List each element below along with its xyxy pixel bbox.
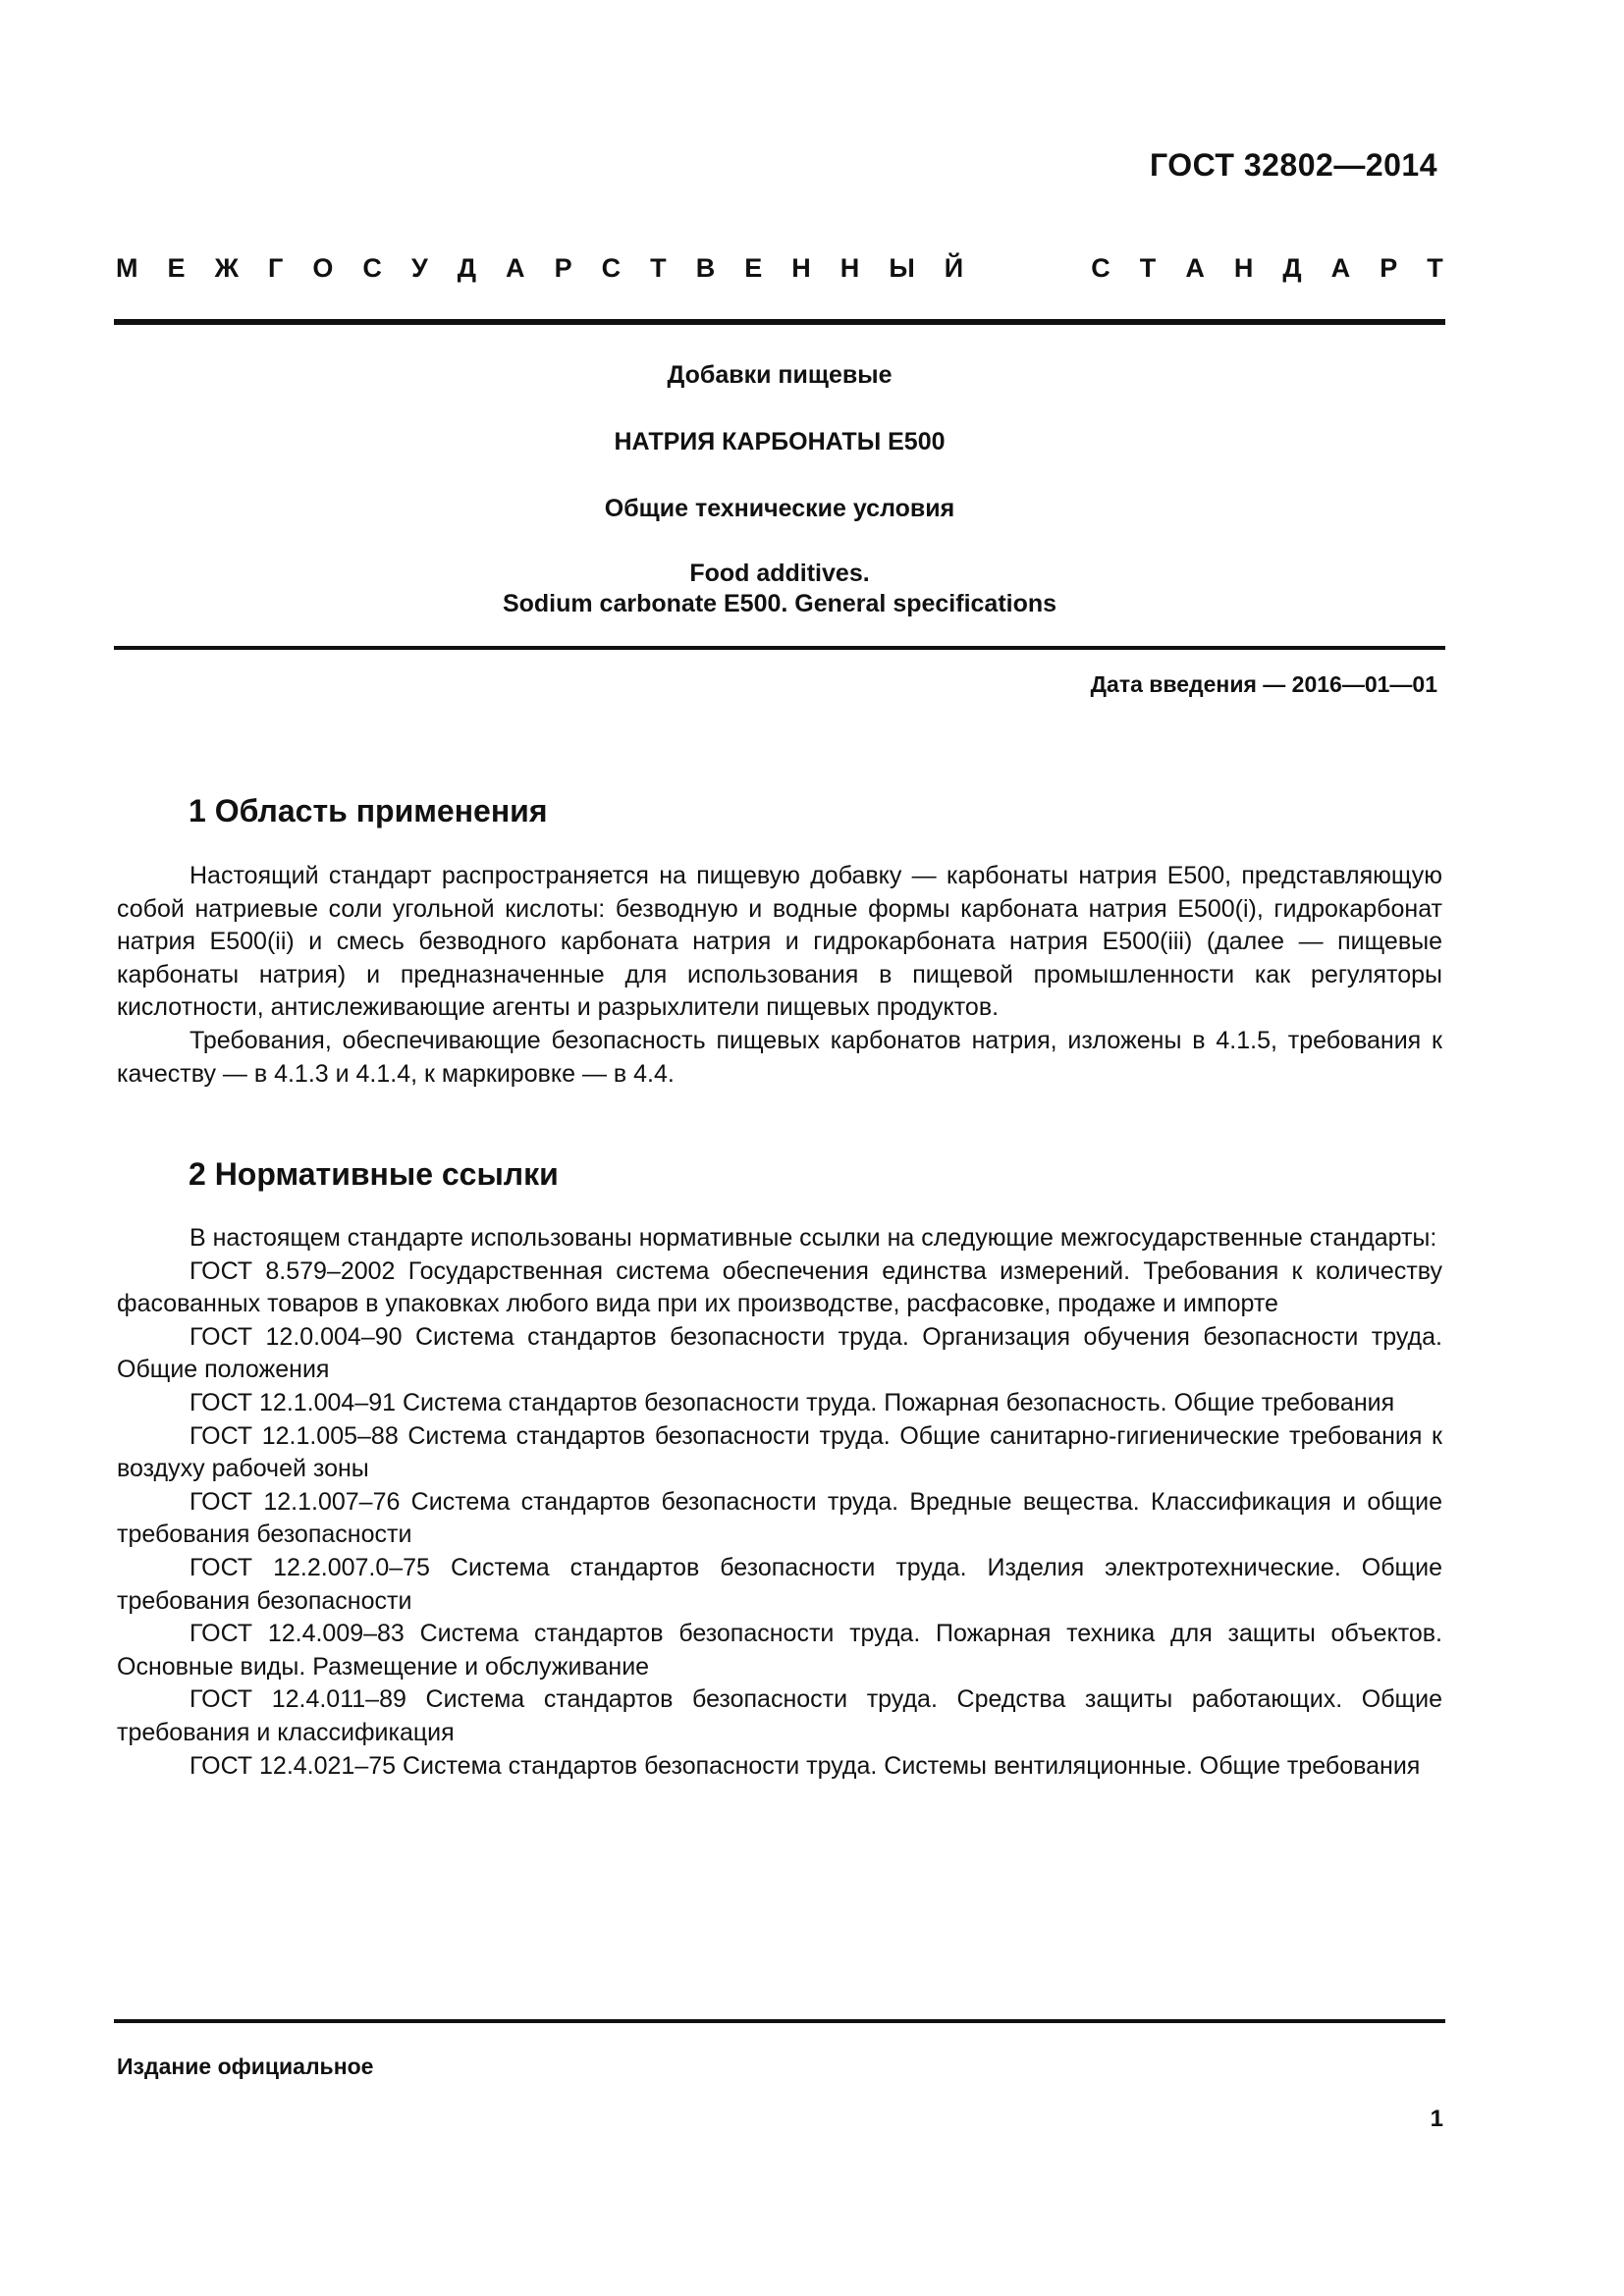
title-divider (114, 646, 1445, 650)
banner-letter: Н (1233, 253, 1254, 283)
top-divider (114, 319, 1445, 325)
section-1-paragraph: Требования, обеспечивающие безопасность пищевых карбонатов натрия, изложены в 4.1.5, требования к качеству — в 4.1.3 и 4.1.4, к маркировке — в 4.4. (117, 1026, 1442, 1088)
standard-subtitle: Общие технические условия (604, 495, 955, 522)
section-1-paragraph: Настоящий стандарт распространяется на пищевую добавку — карбонаты натрия Е500, представляющую собой натриевые соли угольной кислоты: безводную и водные формы карбоната натрия Е500(i), гидрокарбонат натрия Е500(ii) и смесь безводного карбоната натрия и гидрокарбоната натрия Е500(iii) (далее — пищевые карбонаты натрия) и предназначенные для использования в пищевой промышленности как регуляторы кислотности, антислеживающие агенты и разрыхлители пищевых продуктов. (117, 862, 1442, 1022)
reference-item: ГОСТ 12.4.011–89 Система стандартов безопасности труда. Средства защиты работающих. Общие требования и классификация (117, 1685, 1442, 1746)
reference-item: ГОСТ 8.579–2002 Государственная система обеспечения единства измерений. Требования к количеству фасованных товаров в упаковках любого вида при их производстве, расфасовке, продаже и импорте (117, 1256, 1442, 1318)
banner-letter: Е (744, 253, 763, 283)
banner-letter: Р (554, 253, 572, 283)
banner-letter: Д (457, 253, 477, 283)
reference-item: ГОСТ 12.4.009–83 Система стандартов безопасности труда. Пожарная техника для защиты объектов. Основные виды. Размещение и обслуживание (117, 1620, 1442, 1681)
banner-word-gap (993, 253, 1061, 284)
reference-item: ГОСТ 12.1.005–88 Система стандартов безопасности труда. Общие санитарно-гигиенические требования к воздуху рабочей зоны (117, 1421, 1442, 1483)
effective-date: Дата введения — 2016—01—01 (1090, 671, 1437, 697)
banner-letter: С (1091, 253, 1110, 283)
banner-letter: А (506, 253, 525, 283)
interstate-standard-banner (116, 253, 1443, 284)
standard-category: Добавки пищевые (667, 361, 893, 389)
document-code: ГОСТ 32802—2014 (1149, 147, 1437, 183)
official-edition-note: Издание официальное (117, 2054, 374, 2079)
banner-letter: Т (650, 253, 667, 283)
banner-letter: А (1185, 253, 1205, 283)
standard-name: НАТРИЯ КАРБОНАТЫ Е500 (614, 428, 946, 455)
banner-letter: С (362, 253, 382, 283)
banner-letter: Ж (214, 253, 239, 283)
reference-item: ГОСТ 12.2.007.0–75 Система стандартов безопасности труда. Изделия электротехнические. Общие требования безопасности (117, 1553, 1442, 1615)
banner-letter: Й (944, 253, 964, 283)
reference-item: ГОСТ 12.4.021–75 Система стандартов безопасности труда. Системы вентиляционные. Общие требования (189, 1751, 1421, 1780)
section-2-intro: В настоящем стандарте использованы нормативные ссылки на следующие межгосударственные стандарты: (189, 1224, 1437, 1252)
reference-item: ГОСТ 12.0.004–90 Система стандартов безопасности труда. Организация обучения безопасности труда. Общие положения (117, 1322, 1442, 1384)
banner-letter: Г (268, 253, 284, 283)
banner-letter: Н (791, 253, 811, 283)
banner-letter: Т (1139, 253, 1157, 283)
banner-letter: Ы (889, 253, 915, 283)
banner-letter: У (410, 253, 428, 283)
footer-divider (114, 2019, 1445, 2023)
banner-letter: О (312, 253, 334, 283)
banner-letter: Н (839, 253, 860, 283)
reference-item: ГОСТ 12.1.004–91 Система стандартов безопасности труда. Пожарная безопасность. Общие требования (189, 1388, 1395, 1416)
banner-letter: Р (1380, 253, 1398, 283)
banner-letter: Д (1282, 253, 1302, 283)
banner-letter: М (116, 253, 138, 283)
banner-letter: Е (167, 253, 186, 283)
reference-item: ГОСТ 12.1.007–76 Система стандартов безопасности труда. Вредные вещества. Классификация и общие требования безопасности (117, 1487, 1442, 1549)
banner-letter: А (1330, 253, 1351, 283)
english-title-line-1: Food additives. (689, 560, 870, 587)
section-2-heading: 2 Нормативные ссылки (189, 1156, 559, 1192)
section-1-body (117, 860, 1442, 1091)
banner-letter: В (695, 253, 716, 283)
banner-letter: Т (1427, 253, 1443, 283)
english-title-line-2: Sodium carbonate E500. General specifications (502, 590, 1057, 617)
banner-letter: С (601, 253, 622, 283)
section-1-heading: 1 Область применения (189, 793, 548, 828)
section-2-body (117, 1222, 1442, 1783)
page-number: 1 (1430, 2106, 1443, 2132)
